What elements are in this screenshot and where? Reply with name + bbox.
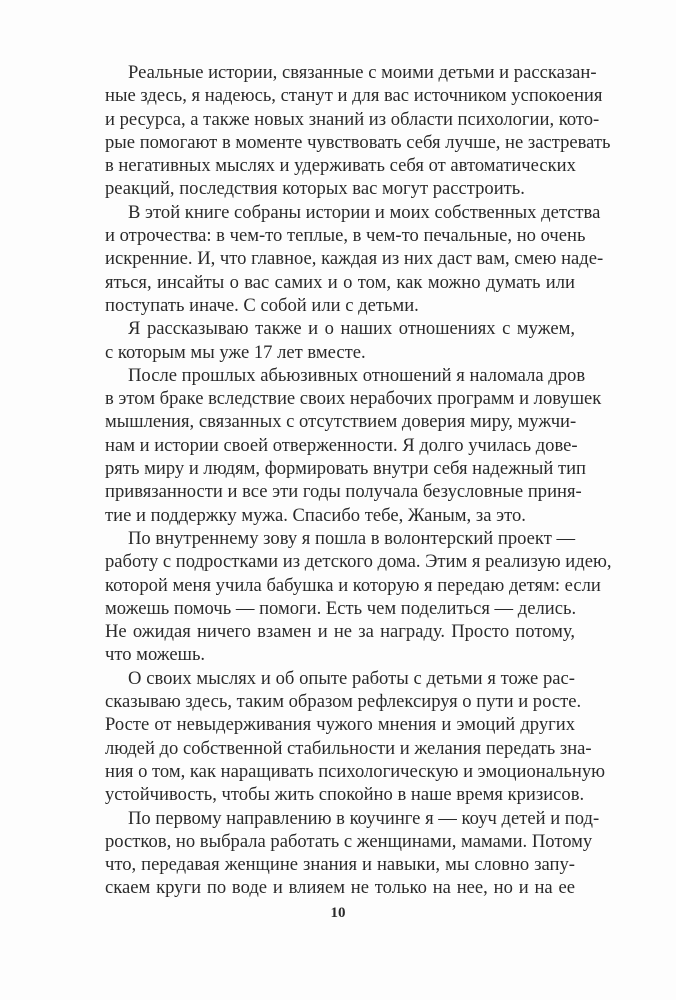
text-line: что, передавая женщине знания и навыки, мы словно запу- — [105, 854, 575, 876]
text-line: которой меня учила бабушка и которую я передаю детям: если — [105, 574, 601, 596]
text-line: нам и истории своей отверженности. Я долго училась дове- — [105, 434, 578, 456]
text-line: что можешь. — [105, 644, 206, 666]
paragraph — [105, 364, 602, 527]
text-line: Не ожидая ничего взамен и не за награду. Просто потому, — [105, 621, 575, 643]
text-line: устойчивость, чтобы жить спокойно в наше время кризисов. — [105, 784, 585, 806]
text-line: скаем круги по воде и влияем не только на нее, но и на ее — [105, 877, 575, 899]
text-line: О своих мыслях и об опыте работы с детьми я тоже рас- — [128, 667, 575, 689]
text-line: ния о том, как наращивать психологическую и эмоциональную — [105, 760, 606, 782]
text-line: и ресурса, а также новых знаний из области психологии, кото- — [105, 108, 600, 130]
text-line: работу с подростками из детского дома. Этим я реализую идею, — [105, 551, 612, 573]
text-line: с которым мы уже 17 лет вместе. — [105, 341, 366, 363]
text-line: привязанности и все эти годы получала безусловные приня- — [105, 481, 582, 503]
text-line: искренние. И, что главное, каждая из них даст вам, смею наде- — [105, 248, 604, 270]
text-line: ростков, но выбрала работать с женщинами, мамами. Потому — [105, 830, 593, 852]
text-line: ные здесь, я надеюсь, станут и для вас источником успокоения — [105, 85, 603, 107]
text-line: рые помогают в моменте чувствовать себя лучше, не застревать — [105, 131, 611, 153]
text-line: рять миру и людям, формировать внутри себя надежный тип — [105, 458, 586, 480]
body-text — [105, 61, 612, 900]
paragraph — [105, 61, 611, 201]
text-line: По внутреннему зову я пошла в волонтерский проект — — [128, 527, 576, 549]
text-line: По первому направлению в коучинге я — коуч детей и под- — [128, 807, 600, 829]
page-number: 10 — [330, 905, 346, 921]
text-line: в этом браке вследствие своих нерабочих программ и ловушек — [105, 388, 602, 410]
paragraph — [105, 201, 604, 317]
text-line: яться, инсайты о вас самих и о том, как можно думать или — [105, 271, 575, 293]
paragraph — [105, 317, 575, 364]
paragraph — [105, 527, 612, 667]
text-line: в негативных мыслях и удерживать себя от автоматических — [105, 155, 576, 177]
paragraph — [105, 807, 600, 900]
text-line: После прошлых абьюзивных отношений я наломала дров — [128, 364, 586, 386]
text-line: и отрочества: в чем-то теплые, в чем-то печальные, но очень — [105, 225, 586, 247]
text-line: Росте от невыдерживания чужого мнения и эмоций других — [105, 714, 575, 736]
text-line: Я рассказываю также и о наших отношениях с мужем, — [128, 318, 575, 340]
text-line: людей до собственной стабильности и желания передать зна- — [105, 737, 592, 759]
text-line: можешь помочь — помоги. Есть чем поделиться — делись. — [105, 597, 577, 619]
text-line: тие и поддержку мужа. Спасибо тебе, Жаным, за это. — [105, 504, 526, 526]
text-line: В этой книге собраны истории и моих собственных детства — [128, 201, 601, 223]
text-line: реакций, последствия которых вас могут расстроить. — [105, 178, 525, 200]
text-line: мышления, связанных с отсутствием доверия миру, мужчи- — [105, 411, 577, 433]
text-line: Реальные истории, связанные с моими детьми и рассказан- — [128, 62, 597, 83]
text-line: поступать иначе. С собой или с детьми. — [105, 294, 419, 316]
text-line: сказываю здесь, таким образом рефлексируя о пути и росте. — [105, 691, 582, 713]
paragraph — [105, 667, 606, 807]
